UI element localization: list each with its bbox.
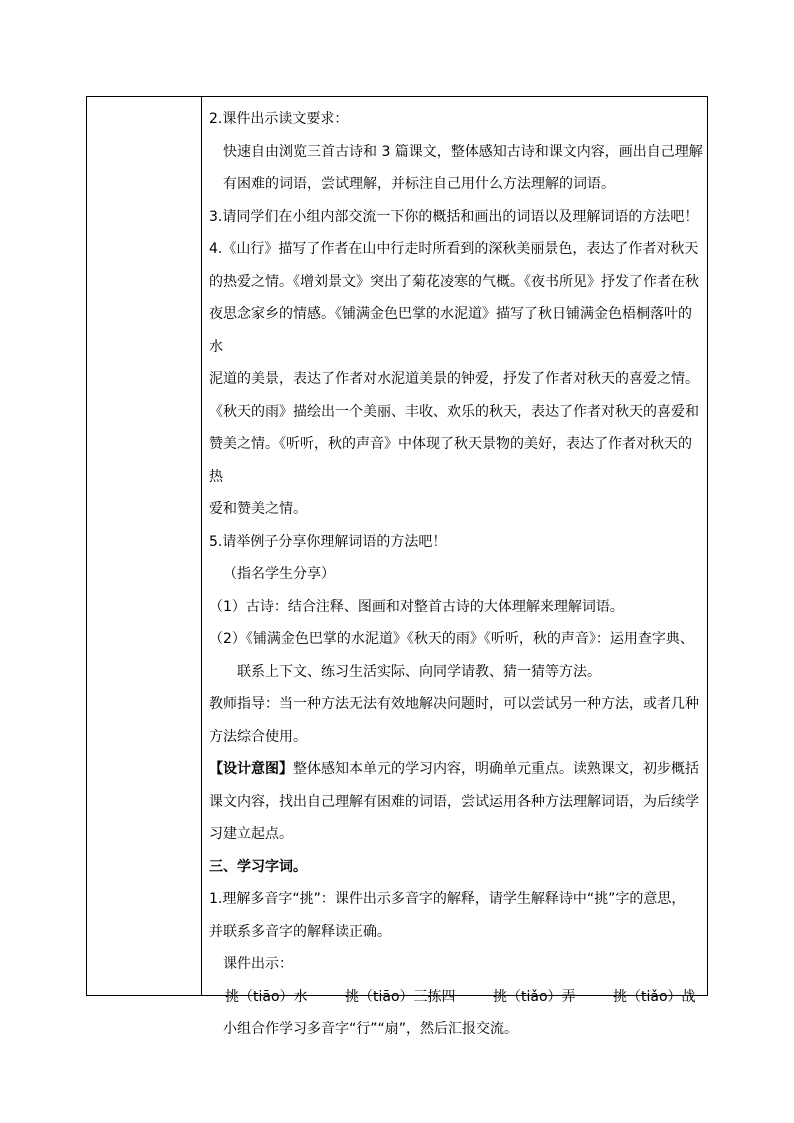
left-column-cell — [87, 97, 201, 995]
paragraph: 快速自由浏览三首古诗和 3 篇课文，整体感知古诗和课文内容，画出自己理解 — [223, 143, 703, 160]
design-intent-label: 【设计意图】 — [209, 761, 293, 777]
polyphone-word: 挑（tiǎo）战 — [613, 988, 696, 1005]
paragraph: 泥道的美景，表达了作者对水泥道美景的钟爱，抒发了作者对秋天的喜爱之情。 — [209, 371, 699, 387]
paragraph: 课文内容，找出自己理解有困难的词语，尝试运用各种方法理解词语，为后续学 — [209, 793, 699, 810]
paragraph — [209, 753, 703, 786]
paragraph: 夜思念家乡的情感。《铺满金色巴掌的水泥道》描写了秋日铺满金色梧桐落叶的水 — [209, 306, 692, 355]
paragraph: （1）古诗：结合注释、图画和对整首古诗的大体理解来理解词语。 — [209, 598, 624, 615]
paragraph: 爱和赞美之情。 — [209, 501, 307, 517]
paragraph: 2.课件出示读文要求： — [209, 111, 349, 127]
polyphone-word: 挑（tiāo）水 — [225, 988, 308, 1005]
paragraph: 联系上下文、练习生活实际、向同学请教、猜一猜等方法。 — [237, 663, 601, 680]
paragraph: 有困难的词语，尝试理解，并标注自己用什么方法理解的词语。 — [223, 176, 615, 192]
paragraph: （指名学生分享） — [223, 566, 335, 582]
paragraph: 课件出示： — [223, 956, 293, 972]
paragraph: 1.理解多音字“挑”：课件出示多音字的解释，请学生解释诗中“挑”字的意思， — [209, 891, 686, 907]
paragraph: 并联系多音字的解释读正确。 — [209, 923, 391, 940]
paragraph: 5.请举例子分享你理解词语的方法吧！ — [209, 533, 447, 550]
polyphone-word: 挑（tiǎo）弄 — [493, 988, 576, 1005]
paragraph: （2）《铺满金色巴掌的水泥道》《秋天的雨》《听听，秋的声音》：运用查字典、 — [209, 631, 694, 647]
paragraph: 方法综合使用。 — [209, 728, 307, 745]
polyphone-row — [209, 981, 703, 1014]
lesson-table — [86, 96, 708, 1037]
paragraph: 《秋天的雨》描绘出一个美丽、丰收、欢乐的秋天，表达了作者对秋天的喜爱和 — [209, 403, 699, 420]
paragraph: 教师指导：当一种方法无法有效地解决问题时，可以尝试另一种方法，或者几种 — [209, 696, 699, 712]
paragraph: 4.《山行》描写了作者在山中行走时所看到的深秋美丽景色，表达了作者对秋天 — [209, 241, 699, 257]
polyphone-word: 挑（tiāo）三拣四 — [345, 988, 456, 1005]
paragraph: 赞美之情。《听听，秋的声音》中体现了秋天景物的美好，表达了作者对秋天的热 — [209, 436, 692, 485]
lesson-content — [209, 103, 703, 1046]
paragraph-text: 整体感知本单元的学习内容，明确单元重点。读熟课文，初步概括 — [293, 761, 699, 777]
paragraph: 习建立起点。 — [209, 826, 293, 842]
paragraph: 小组合作学习多音字“行”“扇”，然后汇报交流。 — [223, 1021, 519, 1037]
column-divider — [201, 97, 202, 995]
section-heading: 三、学习字词。 — [209, 858, 307, 875]
paragraph: 3.请同学们在小组内部交流一下你的概括和画出的词语以及理解词语的方法吧！ — [209, 208, 699, 225]
paragraph: 的热爱之情。《增刘景文》突出了菊花凌寒的气概。《夜书所见》抒发了作者在秋 — [209, 273, 699, 290]
